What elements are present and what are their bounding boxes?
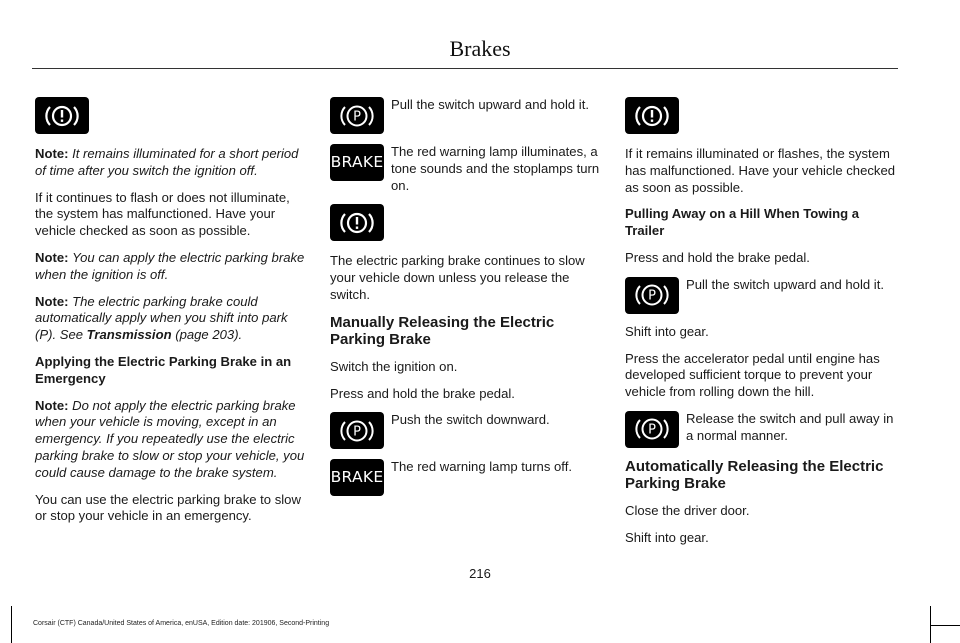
heading-manual-release: Manually Releasing the Electric Parking Brake bbox=[330, 313, 555, 349]
brake-lamp-text: BRAKE bbox=[330, 153, 384, 172]
step-pull-switch bbox=[625, 277, 897, 314]
note-apply-ignition-off bbox=[35, 250, 305, 284]
heading-auto-release: Automatically Releasing the Electric Parking Brake bbox=[625, 457, 884, 493]
paragraph-emergency-use: You can use the electric parking brake to slow or stop your vehicle in an emergency. bbox=[35, 491, 301, 524]
svg-text:P: P bbox=[648, 422, 656, 438]
svg-text:P: P bbox=[353, 109, 361, 124]
note-text: Do not apply the electric parking brake when your vehicle is moving, except in an emergency. If you repeatedly use the electric parking brake to slow or stop your vehicle, you could cause damage to the brake system. bbox=[35, 397, 305, 480]
paragraph-shift-gear-2: Shift into gear. bbox=[625, 529, 709, 545]
crop-mark bbox=[11, 606, 12, 643]
paragraph-shift-gear: Shift into gear. bbox=[625, 323, 709, 339]
brake-lamp-icon bbox=[330, 144, 384, 181]
paragraph-accelerator: Press the accelerator pedal until engine has developed sufficient torque to prevent your vehicle from rolling down the hill. bbox=[625, 350, 880, 400]
crop-mark bbox=[930, 625, 960, 626]
page-title: Brakes bbox=[449, 36, 511, 61]
page-reference: (page 203). bbox=[175, 327, 243, 343]
column-middle bbox=[330, 97, 602, 506]
parking-brake-icon bbox=[625, 277, 679, 314]
brake-warning-icon bbox=[330, 204, 384, 241]
paragraph-press-brake: Press and hold the brake pedal. bbox=[625, 249, 810, 265]
note-label: Note: bbox=[35, 397, 69, 413]
note-emergency bbox=[35, 398, 305, 482]
paragraph-close-door: Close the driver door. bbox=[625, 502, 750, 518]
column-left bbox=[35, 97, 305, 535]
step-release-switch bbox=[625, 411, 897, 448]
note-ignition-off bbox=[35, 146, 305, 180]
step-pull-switch bbox=[330, 97, 602, 134]
heading-emergency-apply: Applying the Electric Parking Brake in an Emergency bbox=[35, 353, 292, 386]
transmission-link[interactable]: Transmission bbox=[86, 327, 172, 343]
step-text: The red warning lamp turns off. bbox=[391, 459, 572, 475]
note-label: Note: bbox=[35, 146, 69, 161]
step-warning-lamp-off bbox=[330, 459, 602, 496]
page-number: 216 bbox=[469, 566, 491, 581]
note-text: The electric parking brake could automatically apply when you shift into park (P). See bbox=[35, 293, 288, 343]
note-auto-apply-park bbox=[35, 294, 305, 344]
brake-warning-icon bbox=[625, 97, 679, 134]
note-text: It remains illuminated for a short period of time after you switch the ignition off. bbox=[35, 146, 299, 178]
step-push-switch bbox=[330, 412, 602, 449]
note-label: Note: bbox=[35, 293, 69, 309]
heading-towing-hill: Pulling Away on a Hill When Towing a Trailer bbox=[625, 206, 859, 239]
note-label: Note: bbox=[35, 249, 69, 265]
paragraph-ignition-on: Switch the ignition on. bbox=[330, 358, 458, 374]
step-text: Release the switch and pull away in a normal manner. bbox=[686, 410, 894, 443]
step-text: Pull the switch upward and hold it. bbox=[391, 97, 589, 112]
header-rule bbox=[32, 68, 898, 69]
svg-text:P: P bbox=[353, 424, 361, 440]
paragraph-malfunction: If it continues to flash or does not illuminate, the system has malfunctioned. Have your vehicle checked as soon as possible. bbox=[35, 189, 290, 239]
brake-lamp-text: BRAKE bbox=[330, 468, 384, 487]
step-text: Pull the switch upward and hold it. bbox=[686, 276, 884, 292]
svg-text:P: P bbox=[648, 288, 656, 304]
parking-brake-icon bbox=[330, 412, 384, 449]
column-right bbox=[625, 97, 897, 557]
step-warning-lamp-on bbox=[330, 144, 602, 194]
note-text: You can apply the electric parking brake when the ignition is off. bbox=[35, 249, 305, 282]
parking-brake-icon bbox=[330, 97, 384, 134]
brake-lamp-icon bbox=[330, 459, 384, 496]
edition-footer: Corsair (CTF) Canada/United States of America, enUSA, Edition date: 201906, Second-Printing bbox=[33, 620, 330, 627]
paragraph-continues-slow: The electric parking brake continues to slow your vehicle down unless you release the switch. bbox=[330, 253, 585, 302]
paragraph-press-brake: Press and hold the brake pedal. bbox=[330, 385, 515, 401]
paragraph-remains-illuminated: If it remains illuminated or flashes, the system has malfunctioned. Have your vehicle checked as soon as possible. bbox=[625, 146, 896, 195]
step-text: The red warning lamp illuminates, a tone sounds and the stoplamps turn on. bbox=[391, 144, 600, 193]
parking-brake-icon bbox=[625, 411, 679, 448]
step-text: Push the switch downward. bbox=[391, 412, 550, 428]
brake-warning-icon bbox=[35, 97, 89, 134]
